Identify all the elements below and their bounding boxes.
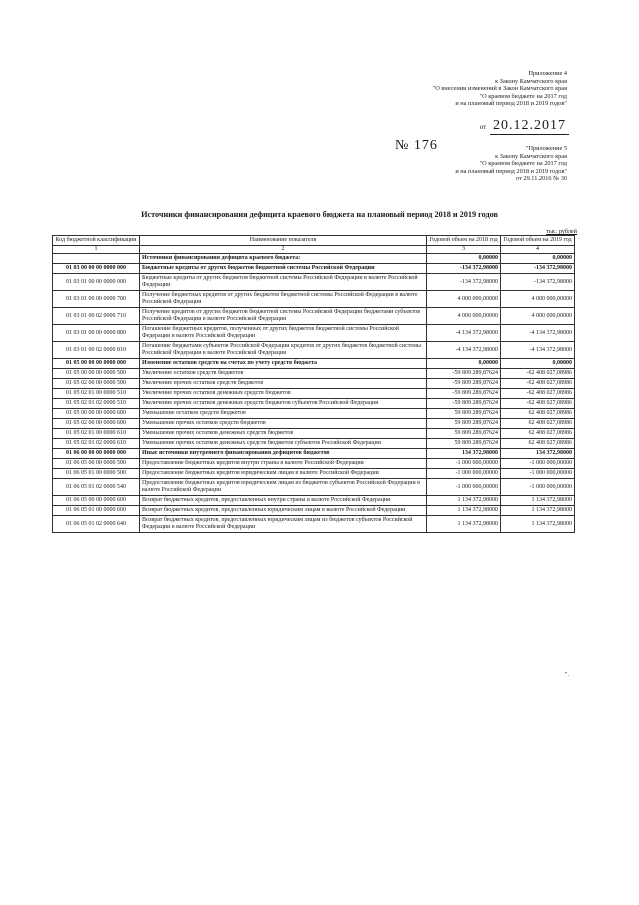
budget-code-cell: 01 05 02 01 02 0000 610: [53, 439, 140, 449]
header-2019: Годовой объем на 2019 год: [501, 236, 575, 246]
indicator-name-cell: Уменьшение прочих остатков средств бюджетов: [140, 419, 427, 429]
amount-2018-cell: 134 372,98000: [427, 449, 501, 459]
indicator-name-cell: Увеличение остатков средств бюджетов: [140, 369, 427, 379]
table-row: [53, 479, 575, 496]
budget-code-cell: 01 06 00 00 00 0000 000: [53, 449, 140, 459]
amount-2019-cell: 62 408 027,08986: [501, 419, 575, 429]
indicator-name-cell: Иные источники внутреннего финансирования дефицитов бюджетов: [140, 449, 427, 459]
budget-code-cell: 01 06 05 01 02 0000 640: [53, 516, 140, 533]
date-value: 20.12.2017: [490, 118, 569, 135]
budget-code-cell: 01 05 02 00 00 0000 500: [53, 379, 140, 389]
amount-2019-cell: 1 134 372,98000: [501, 516, 575, 533]
table-row: [53, 325, 575, 342]
amount-2019-cell: 1 134 372,98000: [501, 496, 575, 506]
amount-2019-cell: 4 000 000,00000: [501, 291, 575, 308]
table-row: [53, 399, 575, 409]
indicator-name-cell: Возврат бюджетных кредитов, предоставленных юридическим лицам в валюте Российской Федерации: [140, 506, 427, 516]
amount-2018-cell: 4 000 000,00000: [427, 291, 501, 308]
budget-code-cell: 01 06 05 00 00 0000 600: [53, 496, 140, 506]
table-row: [53, 379, 575, 389]
indicator-name-cell: Увеличение прочих остатков денежных средств бюджетов субъектов Российской Федерации: [140, 399, 427, 409]
budget-code-cell: 01 06 05 01 00 0000 500: [53, 469, 140, 479]
budget-code-cell: 01 03 01 00 00 0000 000: [53, 274, 140, 291]
amount-2019-cell: -134 372,98000: [501, 274, 575, 291]
amount-2018-cell: -4 134 372,98000: [427, 325, 501, 342]
header-name: Наименование показателя: [140, 236, 427, 246]
table-row: [53, 469, 575, 479]
amount-2018-cell: -59 809 289,87624: [427, 369, 501, 379]
date-prefix: от: [479, 123, 487, 131]
amount-2019-cell: 62 408 027,08986: [501, 429, 575, 439]
amount-2019-cell: -62 408 027,08986: [501, 379, 575, 389]
indicator-name-cell: Возврат бюджетных кредитов, предоставленных внутри страны в валюте Российской Федерации: [140, 496, 427, 506]
amount-2019-cell: -134 372,98000: [501, 264, 575, 274]
law-number: № 176: [395, 138, 438, 153]
budget-code-cell: 01 03 00 00 00 0000 000: [53, 264, 140, 274]
amount-2018-cell: -1 000 000,00000: [427, 479, 501, 496]
indicator-name-cell: Бюджетные кредиты от других бюджетов бюджетной системы Российской Федерации: [140, 264, 427, 274]
amount-2019-cell: -4 134 372,98000: [501, 325, 575, 342]
budget-code-cell: 01 03 01 00 00 0000 800: [53, 325, 140, 342]
indicator-name-cell: Источники финансирования дефицита краевого бюджета:: [140, 254, 427, 264]
indicator-name-cell: Изменение остатков средств на счетах по учету средств бюджета: [140, 359, 427, 369]
table-row: [53, 389, 575, 399]
amount-2018-cell: -1 000 000,00000: [427, 469, 501, 479]
table-body: [53, 254, 575, 533]
amount-2018-cell: -4 134 372,98000: [427, 342, 501, 359]
table-row: [53, 516, 575, 533]
amount-2019-cell: -1 000 000,00000: [501, 459, 575, 469]
indicator-name-cell: Погашение бюджетных кредитов, полученных от других бюджетов бюджетной системы Российской Федерации в валюте Российской Федерации: [140, 325, 427, 342]
budget-code-cell: 01 05 02 00 00 0000 600: [53, 419, 140, 429]
document-title: Источники финансирования дефицита краевого бюджета на плановый период 2018 и 2019 годов: [141, 210, 498, 219]
financing-sources-table: [52, 235, 575, 533]
appendix-4-header: [433, 70, 567, 108]
header-line: "О краевом бюджете на 2017 год: [479, 92, 567, 100]
law-date: [480, 118, 569, 135]
budget-code-cell: 01 05 00 00 00 0000 500: [53, 369, 140, 379]
amount-2018-cell: 0,00000: [427, 254, 501, 264]
budget-code-cell: 01 05 00 00 00 0000 000: [53, 359, 140, 369]
header-code: Код бюджетной классификации: [53, 236, 140, 246]
col-number: 4: [501, 246, 575, 254]
col-number: 3: [427, 246, 501, 254]
header-line: от 29.11.2016 № 30: [516, 175, 567, 183]
amount-2018-cell: -59 809 289,87624: [427, 389, 501, 399]
amount-2019-cell: 1 134 372,98000: [501, 506, 575, 516]
budget-code-cell: 01 06 05 00 00 0000 500: [53, 459, 140, 469]
column-number-row: [53, 246, 575, 254]
budget-code-cell: 01 05 00 00 00 0000 600: [53, 409, 140, 419]
amount-2018-cell: -134 372,98000: [427, 264, 501, 274]
amount-2019-cell: -1 000 000,00000: [501, 479, 575, 496]
appendix-5-header: [455, 145, 567, 183]
amount-2018-cell: 59 809 289,87624: [427, 419, 501, 429]
header-line: и на плановый период 2018 и 2019 годов": [455, 167, 567, 175]
amount-2019-cell: 0,00000: [501, 254, 575, 264]
header-2018: Годовой объем на 2018 год: [427, 236, 501, 246]
amount-2019-cell: 62 408 027,08986: [501, 439, 575, 449]
amount-2019-cell: -62 408 027,08986: [501, 389, 575, 399]
table-row: [53, 459, 575, 469]
indicator-name-cell: Погашение бюджетами субъектов Российской Федерации кредитов от других бюджетов бюджетной системы Российской Федерации в валюте Российской Федерации: [140, 342, 427, 359]
indicator-name-cell: Уменьшение прочих остатков денежных средств бюджетов: [140, 429, 427, 439]
header-line: "Приложение 5: [525, 145, 567, 152]
table-header-row: [53, 236, 575, 246]
table-row: [53, 429, 575, 439]
amount-2018-cell: 1 134 372,98000: [427, 496, 501, 506]
indicator-name-cell: Увеличение прочих остатков денежных средств бюджетов: [140, 389, 427, 399]
indicator-name-cell: Увеличение прочих остатков средств бюджетов: [140, 379, 427, 389]
amount-2018-cell: 1 134 372,98000: [427, 516, 501, 533]
budget-code-cell: 01 03 01 00 00 0000 700: [53, 291, 140, 308]
header-line: к Закону Камчатского края: [495, 77, 567, 85]
amount-2019-cell: 4 000 000,00000: [501, 308, 575, 325]
indicator-name-cell: Предоставление бюджетных кредитов юридическим лицам в валюте Российской Федерации: [140, 469, 427, 479]
amount-2018-cell: 59 809 289,87624: [427, 409, 501, 419]
budget-code-cell: 01 05 02 01 02 0000 510: [53, 399, 140, 409]
budget-code-cell: 01 03 01 00 02 0000 810: [53, 342, 140, 359]
budget-code-cell: 01 06 05 01 00 0000 600: [53, 506, 140, 516]
amount-2018-cell: 4 000 000,00000: [427, 308, 501, 325]
table-row: [53, 369, 575, 379]
amount-2019-cell: -1 000 000,00000: [501, 469, 575, 479]
budget-code-cell: 01 05 02 01 00 0000 510: [53, 389, 140, 399]
units-label: тыс. рублей: [546, 228, 577, 235]
header-line: и на плановый период 2018 и 2019 годов": [455, 100, 567, 108]
table-row: [53, 419, 575, 429]
table-row: [53, 506, 575, 516]
table-row: [53, 264, 575, 274]
indicator-name-cell: Получение бюджетных кредитов от других бюджетов бюджетной системы Российской Федерации в валюте Российской Федерации: [140, 291, 427, 308]
table-row: [53, 449, 575, 459]
table-row: [53, 254, 575, 264]
indicator-name-cell: Уменьшение остатков средств бюджетов: [140, 409, 427, 419]
indicator-name-cell: Предоставление бюджетных кредитов юридическим лицам из бюджетов субъектов Российской Федерации в валюте Российской Федерации: [140, 479, 427, 496]
amount-2019-cell: -62 408 027,08986: [501, 399, 575, 409]
amount-2018-cell: 0,00000: [427, 359, 501, 369]
amount-2019-cell: 134 372,98000: [501, 449, 575, 459]
amount-2018-cell: 1 134 372,98000: [427, 506, 501, 516]
header-line: "О краевом бюджете на 2017 год: [479, 160, 567, 168]
budget-code-cell: [53, 254, 140, 264]
col-number: 2: [140, 246, 427, 254]
amount-2018-cell: -1 000 000,00000: [427, 459, 501, 469]
amount-2018-cell: 59 809 289,87624: [427, 439, 501, 449]
header-line: к Закону Камчатского края: [495, 152, 567, 160]
table-row: [53, 409, 575, 419]
indicator-name-cell: Возврат бюджетных кредитов, предоставленных юридическим лицам из бюджетов субъектов Российской Федерации в валюте Российской Федерации: [140, 516, 427, 533]
table-row: [53, 359, 575, 369]
table-row: [53, 308, 575, 325]
amount-2018-cell: -59 809 289,87624: [427, 399, 501, 409]
indicator-name-cell: Уменьшение прочих остатков денежных средств бюджетов субъектов Российской Федерации: [140, 439, 427, 449]
amount-2018-cell: -59 809 289,87624: [427, 379, 501, 389]
amount-2018-cell: -134 372,98000: [427, 274, 501, 291]
indicator-name-cell: Получение кредитов от других бюджетов бюджетной системы Российской Федерации бюджетами субъектов Российской Федерации в валюте Российской Федерации: [140, 308, 427, 325]
table-row: [53, 439, 575, 449]
header-line: "О внесении изменений в Закон Камчатского края: [432, 85, 567, 93]
amount-2018-cell: 59 809 289,87624: [427, 429, 501, 439]
end-mark: ".: [565, 672, 569, 678]
budget-code-cell: 01 06 05 01 02 0000 540: [53, 479, 140, 496]
amount-2019-cell: 62 408 027,08986: [501, 409, 575, 419]
amount-2019-cell: 0,00000: [501, 359, 575, 369]
budget-code-cell: 01 05 02 01 00 0000 610: [53, 429, 140, 439]
table-row: [53, 291, 575, 308]
table-row: [53, 342, 575, 359]
col-number: 1: [53, 246, 140, 254]
indicator-name-cell: Предоставление бюджетных кредитов внутри страны в валюте Российской Федерации: [140, 459, 427, 469]
header-line: Приложение 4: [528, 70, 567, 77]
budget-code-cell: 01 03 01 00 02 0000 710: [53, 308, 140, 325]
amount-2019-cell: -4 134 372,98000: [501, 342, 575, 359]
amount-2019-cell: -62 408 027,08986: [501, 369, 575, 379]
table-row: [53, 274, 575, 291]
table-row: [53, 496, 575, 506]
indicator-name-cell: Бюджетные кредиты от других бюджетов бюджетной системы Российской Федерации в валюте Российской Федерации: [140, 274, 427, 291]
